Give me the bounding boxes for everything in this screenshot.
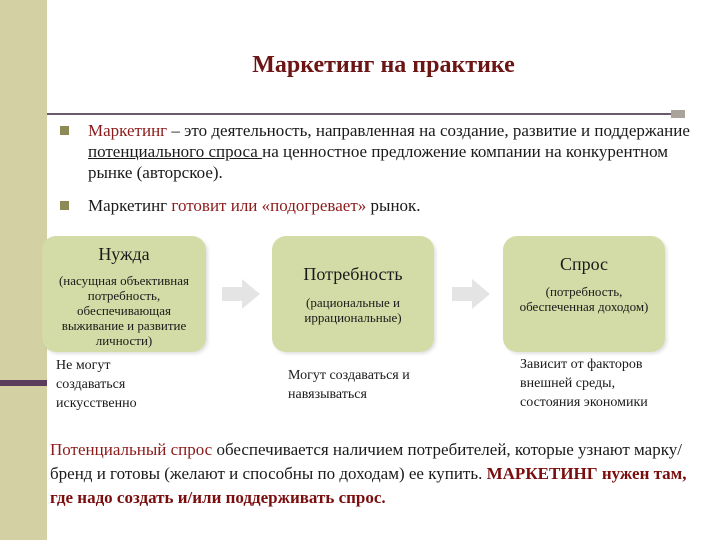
slide-title: Маркетинг на практике: [252, 52, 515, 78]
bullet2-end: рынок.: [366, 196, 421, 215]
conclusion-text-2: нужен там, где надо создать и/или поддерживать спрос.: [50, 464, 687, 507]
want-description: (рациональные и иррациональные): [304, 295, 402, 325]
divider-end-block: [671, 110, 685, 118]
bullet-square-icon: [60, 126, 69, 135]
bullet-definition: [60, 120, 690, 183]
want-box: [272, 236, 434, 352]
demand-box: [503, 236, 665, 352]
demand-description: (потребность, обеспеченная доходом): [519, 284, 649, 314]
need-heading: Нужда: [98, 244, 150, 264]
conclusion-text: [50, 438, 710, 510]
demand-heading: Спрос: [559, 254, 609, 274]
need-note: Не могут создаваться искусственно: [56, 358, 137, 411]
left-decorative-band: [0, 0, 47, 540]
bullet2-highlight: готовит или «подогревает»: [171, 196, 367, 215]
need-box: [42, 236, 206, 352]
demand-note: Зависит от факторов внешней среды, состояния экономики: [520, 357, 648, 410]
arrow-right-icon: [452, 279, 490, 309]
potential-demand-term: Потенциальный спрос: [50, 440, 213, 459]
marketing-term: Маркетинг: [88, 121, 168, 140]
definition-text-a: – это деятельность, направленная на создание, развитие и поддержание: [167, 121, 690, 140]
conclusion-text-1: обеспечивается наличием потребителей, которые узнают марку/бренд и готовы (желают и способны по доходам) ее купить.: [50, 440, 682, 483]
want-heading: Потребность: [303, 264, 403, 284]
bullet2-start: Маркетинг: [88, 196, 172, 215]
arrow-right-icon: [222, 279, 260, 309]
definition-text-b: на ценностное предложение компании на конкурентном рынке (авторское).: [88, 142, 669, 182]
need-description: (насущная объективная потребность, обеспечивающая выживание и развитие личности): [58, 273, 190, 348]
potential-demand-underlined: потенциального спроса: [88, 142, 263, 161]
bullet-square-icon: [60, 201, 69, 210]
left-accent-stripe: [0, 380, 47, 386]
bullet-market-warming: [60, 195, 690, 216]
marketing-caps: МАРКЕТИНГ: [486, 464, 598, 483]
title-divider-line: [47, 113, 671, 115]
want-note: Могут создаваться и навязываться: [288, 368, 410, 402]
